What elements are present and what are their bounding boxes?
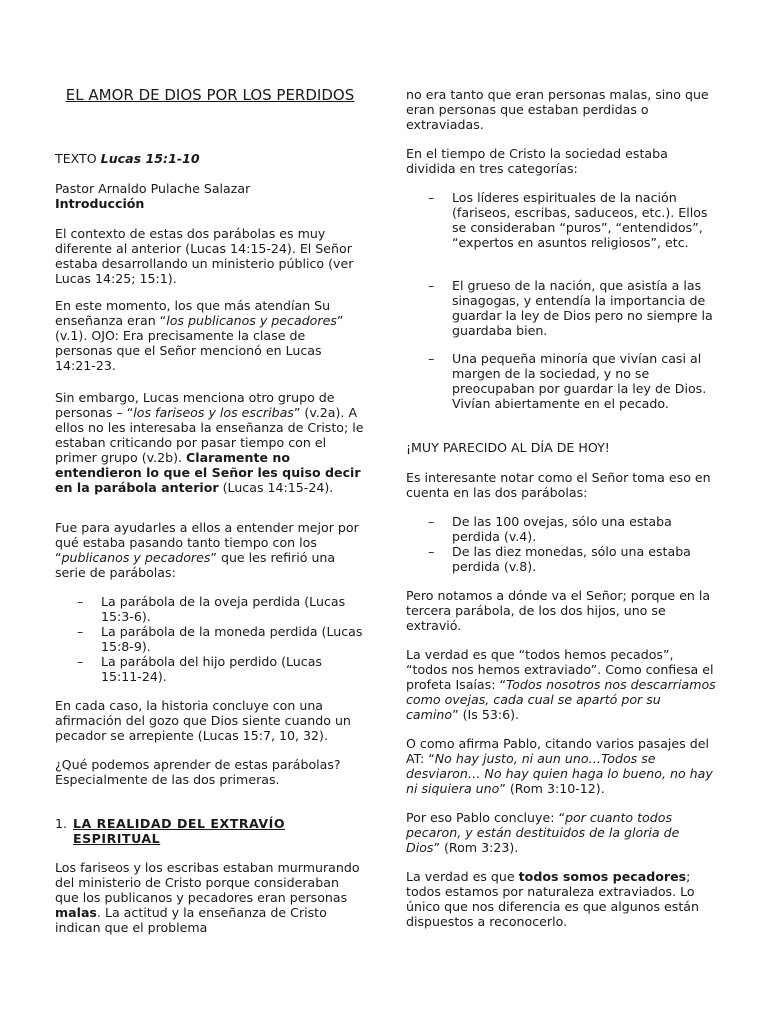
paragraph-isaiah: La verdad es que “todos hemos pecados”, “todos nos hemos extraviado”. Como confiesa el profeta Isaías: “Todos nosotros nos descarriamos como ovejas, cada cual se apartó por su camino” (Is 53:6). [406,647,716,722]
categories-list-2 [406,278,716,338]
paragraph-joy: En cada caso, la historia concluye con una afirmación del gozo que Dios siente cuando un pecador se arrepiente (Lucas 15:7, 10, 32). [55,698,351,743]
paragraph-parables-intro: Fue para ayudarles a ellos a entender mejor por qué estaba pasando tanto tiempo con los “publicanos y pecadores” que les refirió una serie de parábolas: [55,520,359,580]
paragraph-paul: O como afirma Pablo, citando varios pasajes del AT: “No hay justo, ni aun uno…Todos se desviaron… No hay quien haga lo bueno, no hay ni siquiera uno” (Rom 3:10-12). [406,736,713,796]
exclamation-line: ¡MUY PARECIDO AL DÍA DE HOY! [406,440,610,455]
list-item: – La parábola de la moneda perdida (Lucas 15:8-9). [77,624,363,654]
paragraph-third-parable: Pero notamos a dónde va el Señor; porque en la tercera parábola, de los dos hijos, uno se extravió. [406,588,711,633]
paragraph-sinners: La verdad es que todos somos pecadores; todos estamos por naturaleza extraviados. Lo único que nos diferencia es que algunos están dispuestos a reconocerlo. [406,869,699,929]
list-item: – La parábola del hijo perdido (Lucas 15:11-24). [77,654,322,684]
list-item: – De las 100 ovejas, sólo una estaba perdida (v.4). [428,514,672,544]
section-heading: 1. LA REALIDAD DEL EXTRAVÍO ESPIRITUAL [55,816,286,846]
paragraph-categories-intro: En el tiempo de Cristo la sociedad estaba dividida en tres categorías: [406,146,668,176]
paragraph-notice: Es interesante notar como el Señor toma eso en cuenta en las dos parábolas: [406,470,711,500]
counts-list [406,514,716,574]
paragraph-lost: no era tanto que eran personas malas, sino que eran personas que estaban perdidas o extraviadas. [406,87,709,132]
paragraph-audience: En este momento, los que más atendían Su enseñanza eran “los publicanos y pecadores” (v.1). OJO: Era precisamente la clase de personas que el Señor mencionó en Lucas 14:21-23. [55,298,344,373]
list-item: – De las diez monedas, sólo una estaba perdida (v.8). [428,544,691,574]
list-item: – Una pequeña minoría que vivían casi al margen de la sociedad, y no se preocupaban por guardar la ley de Dios. Vivían abiertamente en el pecado. [428,351,707,411]
paragraph-murmuring: Los fariseos y los escribas estaban murmurando del ministerio de Cristo porque consideraban que los publicanos y pecadores eran personas malas. La actitud y la enseñanza de Cristo indican que el problema [55,860,360,935]
parables-list [55,594,365,684]
paragraph-question: ¿Qué podemos aprender de estas parábolas? Especialmente de las dos primeras. [55,757,341,787]
paragraph-pharisees: Sin embargo, Lucas menciona otro grupo de personas – “los fariseos y los escribas” (v.2a). A ellos no les interesaba la enseñanza de Cristo; le estaban criticando por pasar tiempo con el primer grupo (v.2b). Claramente no entendieron lo que el Señor les quiso decir en la parábola anterior (Lucas 14:15-24). [55,390,364,495]
list-item: – Los líderes espirituales de la nación (fariseos, escribas, saduceos, etc.). Ellos se consideraban “puros”, “entendidos”, “expertos en asuntos religiosos”, etc. [428,190,708,250]
paragraph-romans: Por eso Pablo concluye: “por cuanto todos pecaron, y están destituidos de la gloria de Dios” (Rom 3:23). [406,810,680,855]
document-title: EL AMOR DE DIOS POR LOS PERDIDOS [65,86,355,104]
scripture-reference: TEXTO Lucas 15:1-10 [55,151,200,166]
intro-heading: Introducción [55,196,145,211]
categories-list-3 [406,351,716,411]
categories-list [406,190,716,250]
paragraph-context: El contexto de estas dos parábolas es muy diferente al anterior (Lucas 14:15-24). El Señor estaba desarrollando un ministerio público (ver Lucas 14:25; 15:1). [55,226,354,286]
list-item: – El grueso de la nación, que asistía a las sinagogas, y entendía la importancia de guardar la ley de Dios pero no siempre la guardaba bien. [428,278,713,338]
list-item: – La parábola de la oveja perdida (Lucas 15:3-6). [77,594,346,624]
author-line: Pastor Arnaldo Pulache Salazar [55,181,251,196]
